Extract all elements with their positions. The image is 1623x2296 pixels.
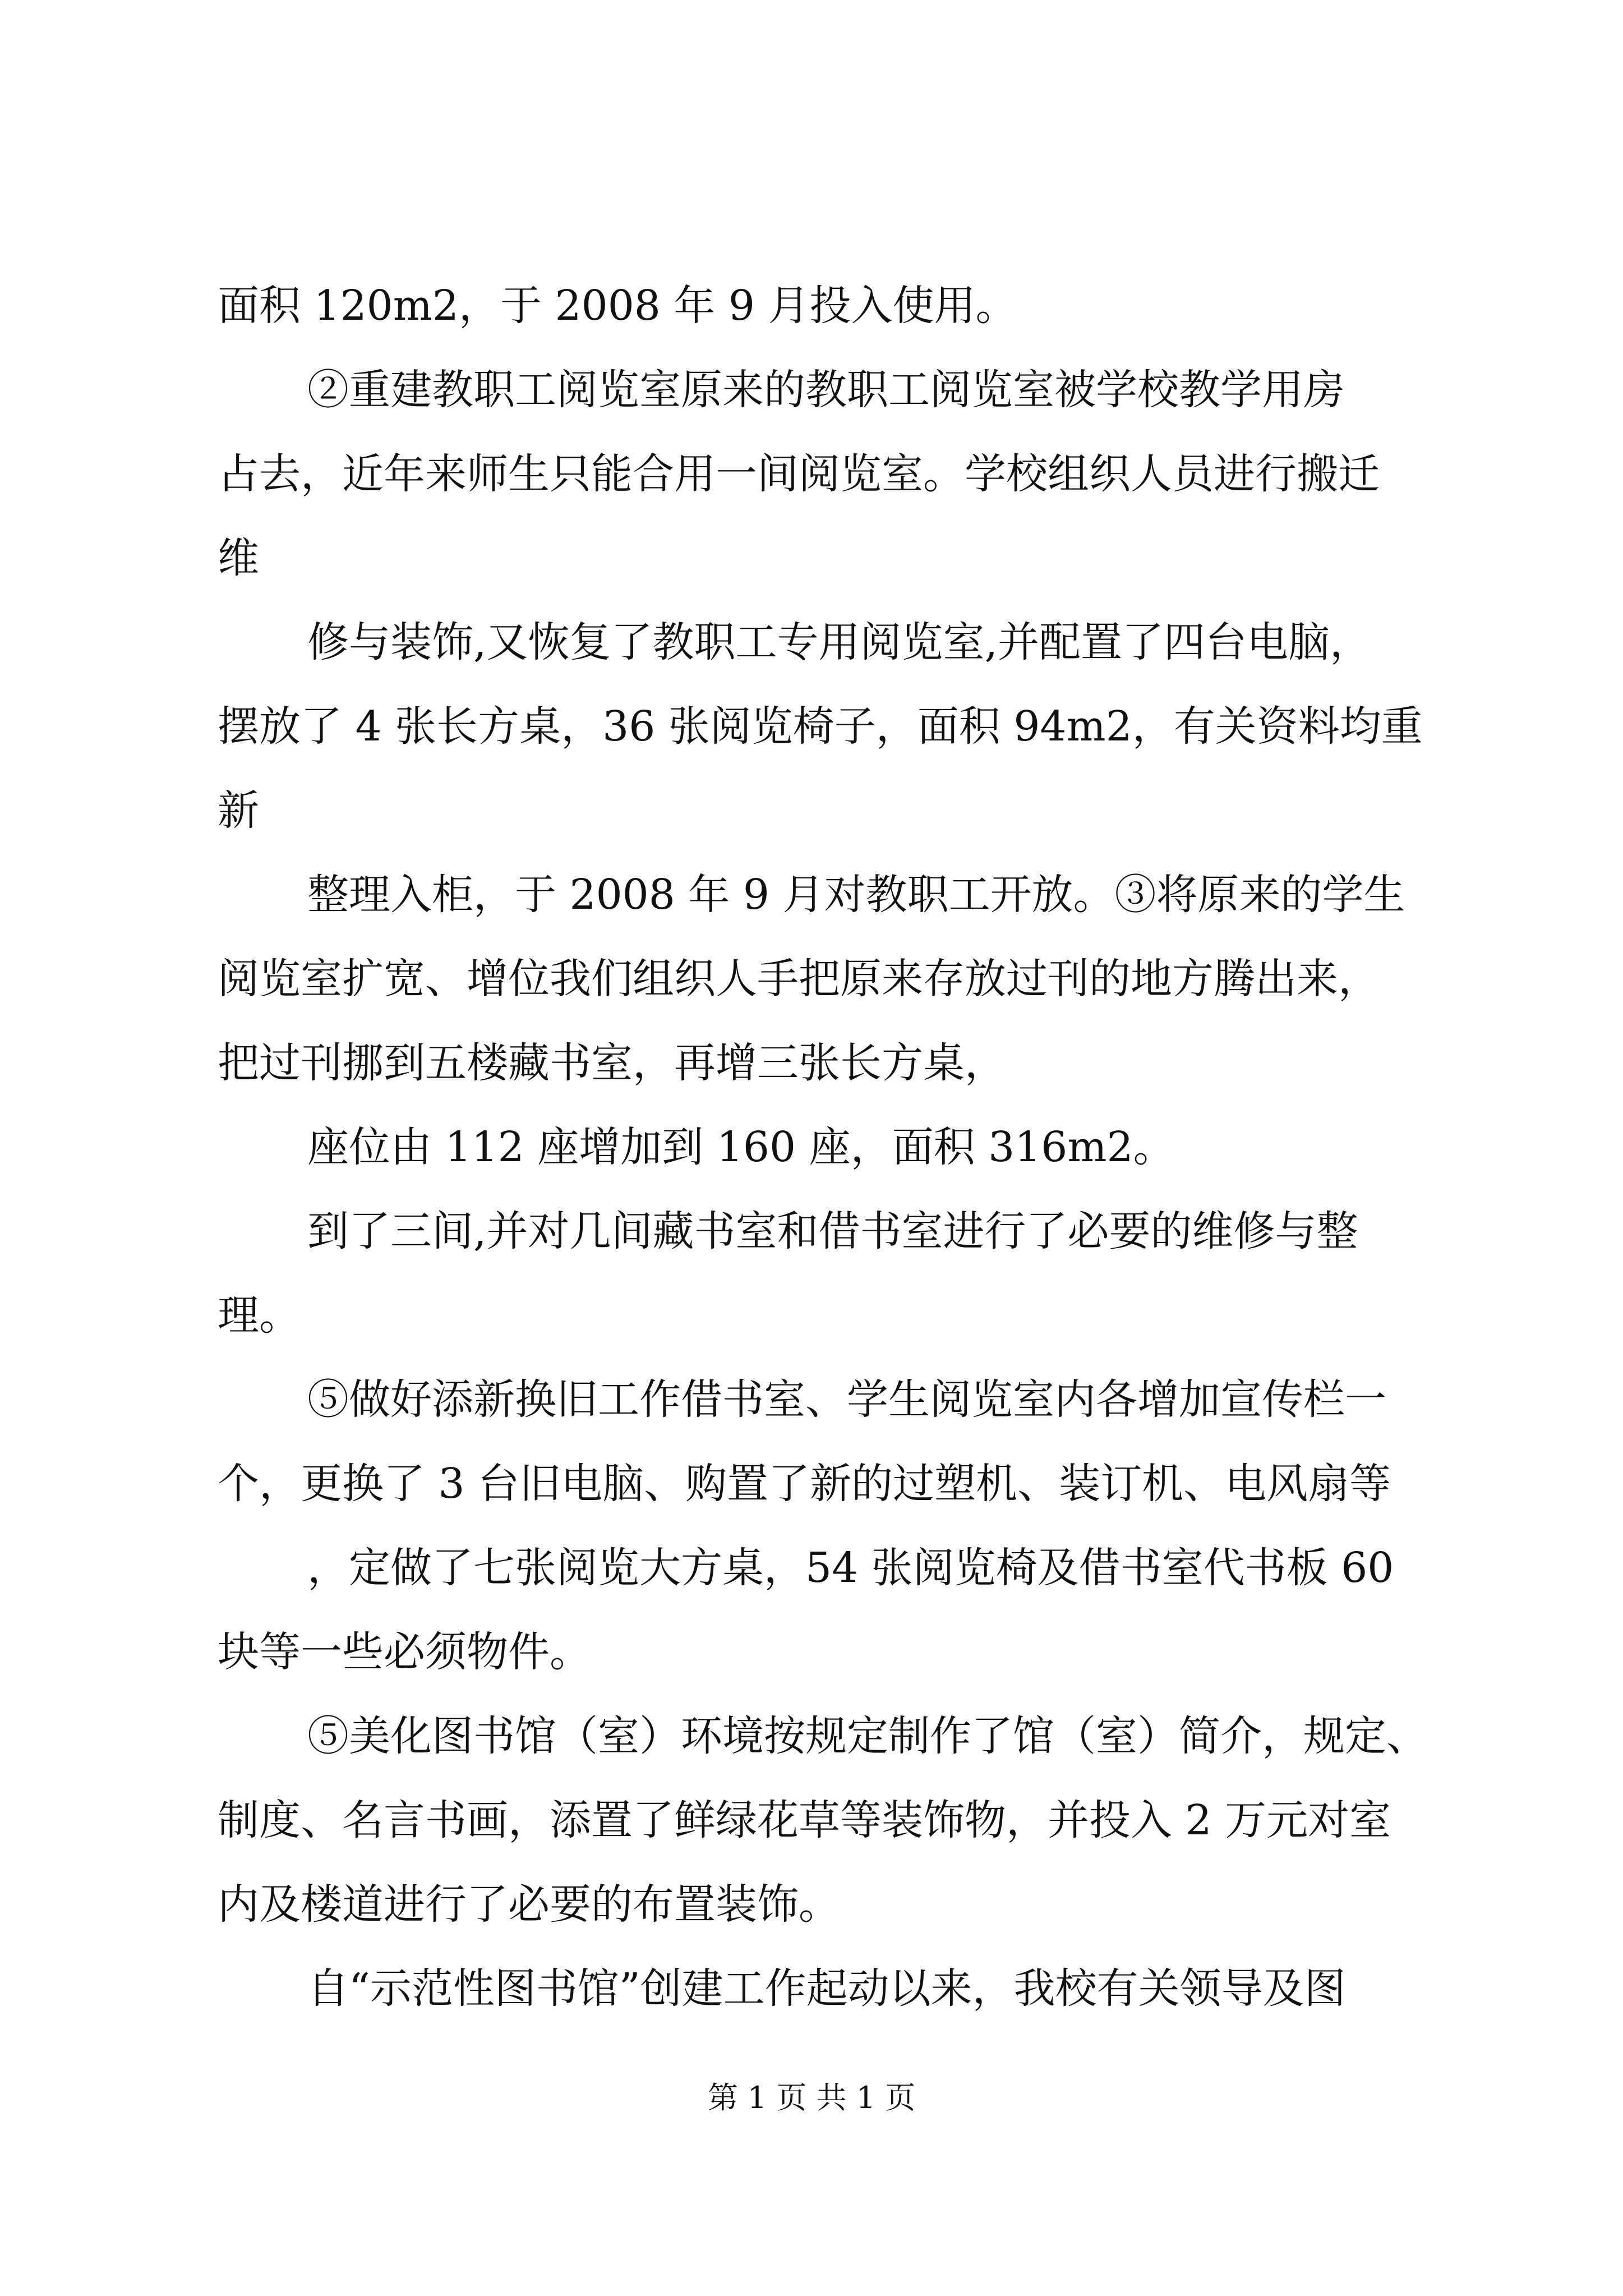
document-body	[218, 264, 1428, 2031]
text-line: 占去，近年来师生只能合用一间阅览室。学校组织人员进行搬迁	[218, 450, 1380, 498]
text-line: 新	[218, 786, 259, 835]
text-line: 自“示范性图书馆”创建工作起动以来，我校有关领导及图	[307, 1964, 1346, 2013]
text-line: 块等一些必须物件。	[218, 1628, 591, 1676]
text-line: ②重建教职工阅览室原来的教职工阅览室被学校教学用房	[307, 366, 1345, 414]
text-line: ，定做了七张阅览大方桌，54 张阅览椅及借书室代书板 60	[307, 1544, 1394, 1592]
text-line: 座位由 112 座增加到 160 座，面积 316m2。	[307, 1123, 1175, 1171]
text-line: 摆放了 4 张长方桌，36 张阅览椅子，面积 94m2，有关资料均重	[218, 702, 1423, 751]
text-line: 把过刊挪到五楼藏书室，再增三张长方桌，	[218, 1039, 1006, 1087]
text-line: 理。	[218, 1291, 301, 1340]
text-line: 整理入柜，于 2008 年 9 月对教职工开放。③将原来的学生	[307, 871, 1405, 919]
text-line: ⑤做好添新换旧工作借书室、学生阅览室内各增加宣传栏一	[307, 1375, 1386, 1424]
text-line: 内及楼道进行了必要的布置装饰。	[218, 1880, 840, 1929]
text-line: 修与装饰,又恢复了教职工专用阅览室,并配置了四台电脑，	[307, 618, 1372, 666]
page-footer: 第 1 页 共 1 页	[707, 2080, 916, 2115]
text-line: ⑤美化图书馆（室）环境按规定制作了馆（室）简介，规定、	[307, 1712, 1428, 1760]
text-line: 面积 120m2，于 2008 年 9 月投入使用。	[218, 282, 1017, 330]
text-line: 到了三间,并对几间藏书室和借书室进行了必要的维修与整	[307, 1207, 1358, 1255]
text-line: 阅览室扩宽、增位我们组织人手把原来存放过刊的地方腾出来，	[218, 955, 1380, 1003]
text-line: 制度、名言书画，添置了鲜绿花草等装饰物，并投入 2 万元对室	[218, 1796, 1391, 1844]
text-line: 维	[218, 534, 259, 582]
text-line: 个，更换了 3 台旧电脑、购置了新的过塑机、装订机、电风扇等	[218, 1460, 1391, 1508]
